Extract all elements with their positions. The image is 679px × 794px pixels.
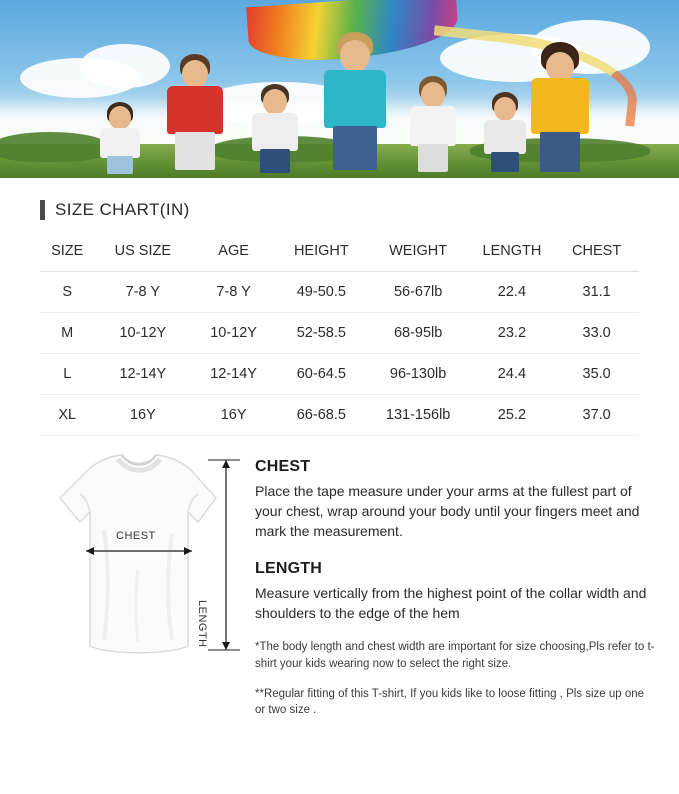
cell-us-size: 10-12Y: [119, 325, 167, 341]
table-header-row: [40, 234, 639, 272]
cell-length: 24.4: [497, 366, 527, 382]
cell-us-size: 12-14Y: [119, 366, 167, 382]
cell-length: 23.2: [497, 325, 527, 341]
note-two: **Regular fitting of this T-shirt, If you kids like to loose fitting , Pls size up one or two size .: [255, 687, 645, 717]
cell-chest: 35.0: [582, 366, 611, 382]
cell-height: 66-68.5: [296, 407, 346, 423]
cell-chest: 37.0: [582, 407, 611, 423]
length-description: Measure vertically from the highest point of the collar width and shoulders to the edge of the hem: [255, 584, 647, 621]
child-figure: [398, 76, 468, 172]
column-header-age: AGE: [218, 243, 249, 259]
cell-size: S: [62, 284, 73, 300]
cell-size: L: [63, 366, 72, 382]
cell-age: 16Y: [220, 407, 247, 423]
chest-heading: CHEST: [255, 458, 311, 475]
hero-photo: [0, 0, 679, 178]
measurement-text-column: [255, 450, 655, 735]
child-figure: [155, 54, 235, 172]
table-row: [40, 272, 639, 313]
cell-chest: 31.1: [582, 284, 611, 300]
measurement-guide-section: [0, 436, 679, 735]
cell-age: 12-14Y: [210, 366, 257, 382]
cell-height: 49-50.5: [296, 284, 346, 300]
cell-length: 22.4: [497, 284, 527, 300]
size-chart-section: [0, 178, 679, 436]
tshirt-diagram: [30, 450, 245, 735]
cell-size: XL: [58, 407, 77, 423]
table-row: [40, 313, 639, 354]
diagram-length-label: LENGTH: [196, 600, 208, 648]
length-heading: LENGTH: [255, 559, 322, 577]
cell-us-size: 16Y: [129, 407, 156, 423]
size-chart-table: [40, 234, 639, 436]
cell-weight: 96-130lb: [389, 366, 447, 382]
cell-length: 25.2: [497, 407, 527, 423]
cell-height: 60-64.5: [296, 366, 346, 382]
table-row: [40, 354, 639, 395]
cell-weight: 131-156lb: [385, 407, 451, 423]
column-header-us-size: US SIZE: [114, 243, 172, 259]
child-figure: [310, 32, 400, 172]
chest-description: Place the tape measure under your arms at the fullest part of your chest, wrap around your body until your fingers meet and mark the measurement.: [255, 483, 640, 539]
title-accent-bar: [40, 200, 45, 220]
size-chart-title-row: [40, 200, 639, 220]
cell-weight: 56-67lb: [393, 284, 443, 300]
column-header-size: SIZE: [51, 243, 84, 259]
child-figure: [240, 84, 310, 172]
child-figure: [85, 102, 155, 172]
column-header-weight: WEIGHT: [389, 243, 448, 259]
cell-chest: 33.0: [582, 325, 611, 341]
cell-height: 52-58.5: [296, 325, 346, 341]
child-figure: [515, 42, 605, 172]
cell-us-size: 7-8 Y: [125, 284, 161, 300]
cell-age: 10-12Y: [210, 325, 257, 341]
tshirt-illustration: [30, 450, 245, 735]
page-title: SIZE CHART(IN): [55, 200, 190, 219]
column-header-length: LENGTH: [482, 243, 542, 259]
column-header-chest: CHEST: [572, 243, 622, 259]
note-one: *The body length and chest width are important for size choosing,Pls refer to t-shirt your kids wearing now to select the right size.: [255, 641, 655, 671]
cell-weight: 68-95lb: [393, 325, 443, 341]
cell-age: 7-8 Y: [216, 284, 251, 300]
column-header-height: HEIGHT: [293, 243, 349, 259]
table-row: [40, 395, 639, 436]
diagram-chest-label: CHEST: [116, 530, 156, 542]
cell-size: M: [61, 325, 74, 341]
